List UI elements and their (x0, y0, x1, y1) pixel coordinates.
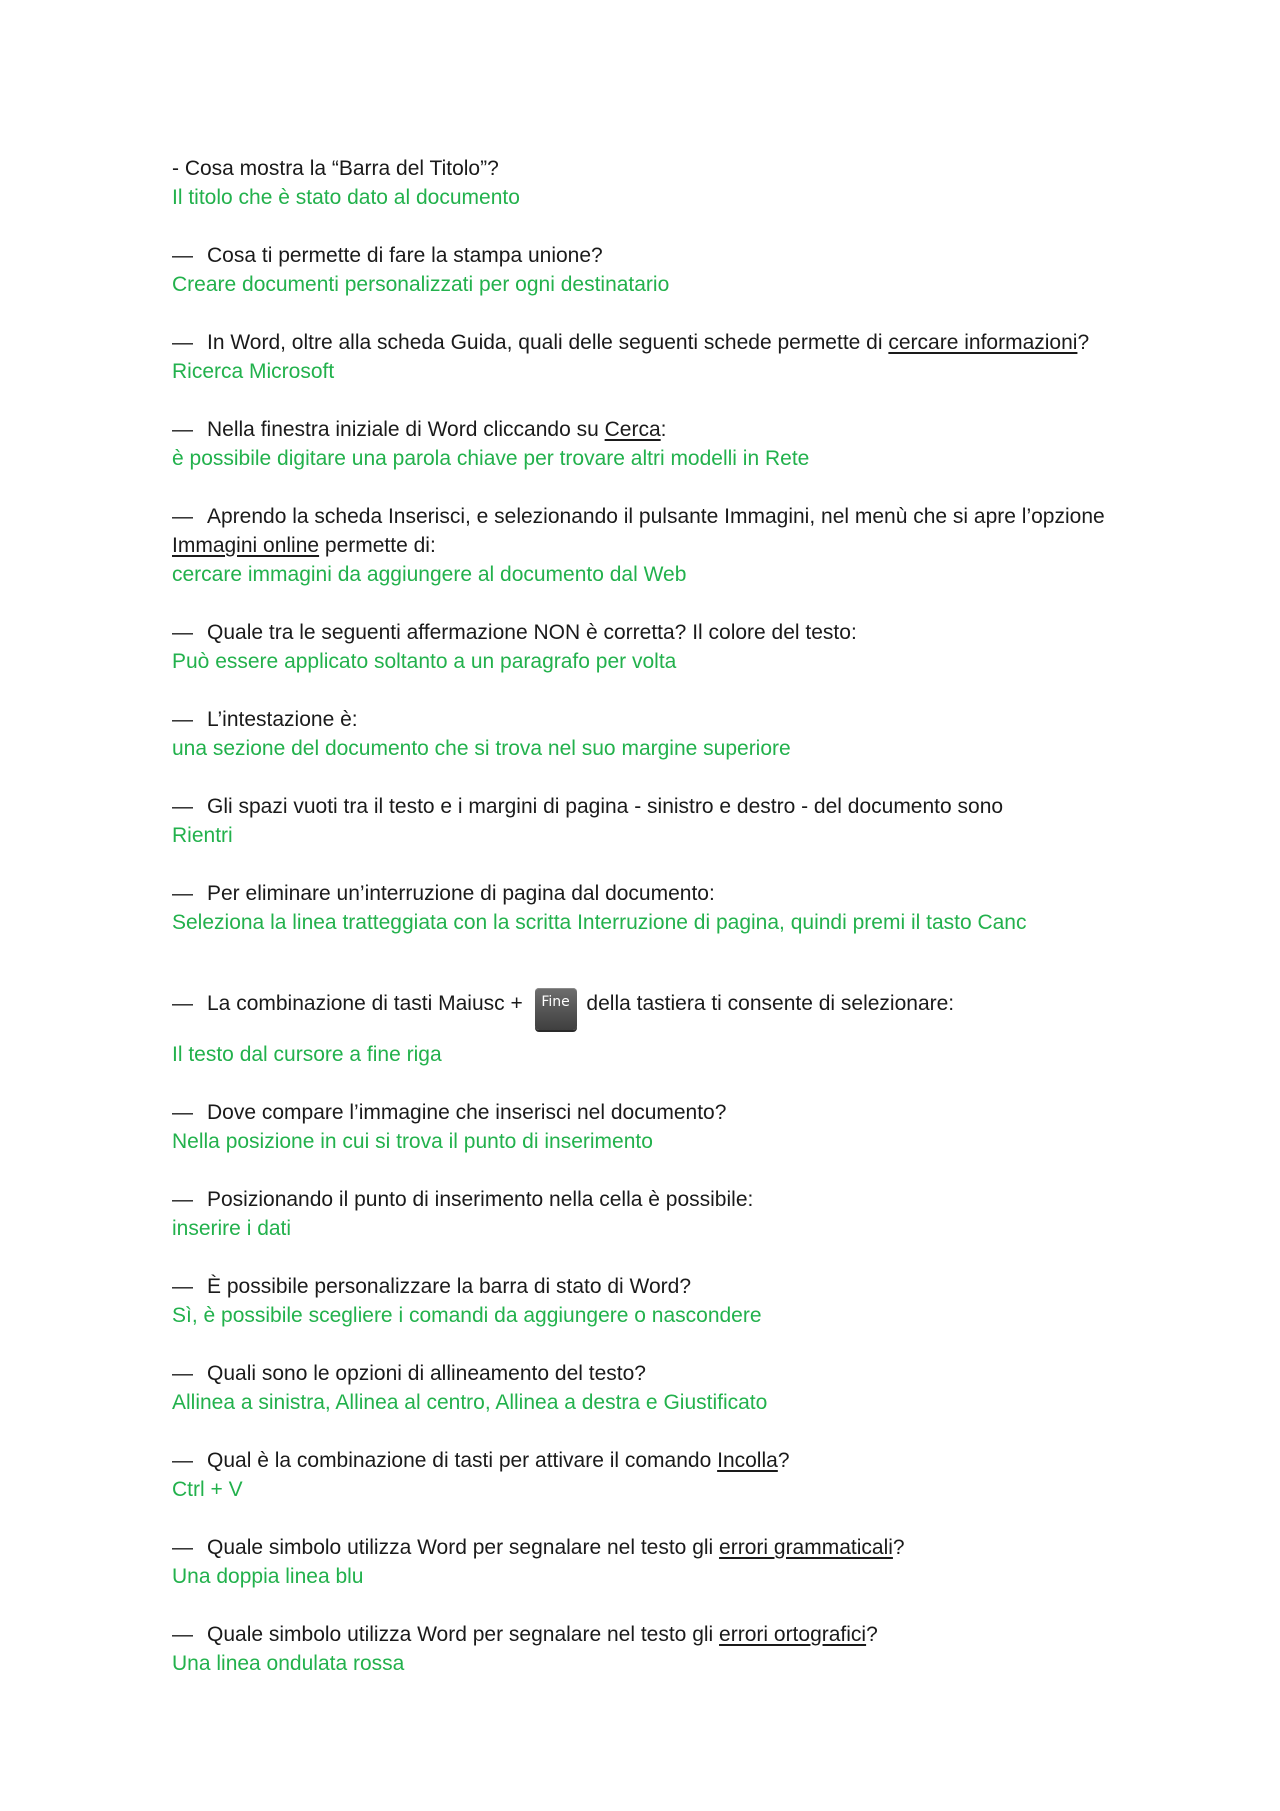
qa-item (172, 1098, 1180, 1156)
qa-item (172, 502, 1180, 589)
qa-item (172, 879, 1180, 937)
question (172, 989, 1180, 1040)
qa-item (172, 792, 1180, 850)
question-text: Quale tra le seguenti affermazione NON è corretta? Il colore del testo: (207, 621, 857, 644)
question (172, 705, 1180, 734)
question (172, 1446, 1180, 1475)
answer: cercare immagini da aggiungere al documento dal Web (172, 563, 687, 586)
question-text: Gli spazi vuoti tra il testo e i margini di pagina - sinistro e destro - del documento sono (207, 795, 1004, 818)
question-text: : (660, 418, 667, 441)
question-text: della tastiera ti consente di selezionare: (580, 992, 955, 1015)
question (172, 879, 1180, 908)
bullet-dash: — (172, 1449, 193, 1472)
question-text: La combinazione di tasti Maiusc + (207, 992, 529, 1015)
answer: Ricerca Microsoft (172, 360, 335, 383)
question (172, 328, 1180, 357)
question-text: ? (1077, 331, 1090, 354)
question-text: Nella finestra iniziale di Word cliccando su (207, 418, 605, 441)
question-text: permette di: (319, 534, 436, 557)
answer: Allinea a sinistra, Allinea al centro, Allinea a destra e Giustificato (172, 1391, 768, 1414)
qa-item (172, 154, 1180, 212)
question (172, 1620, 1180, 1649)
qa-item (172, 1446, 1180, 1504)
question-text: È possibile personalizzare la barra di stato di Word? (207, 1275, 692, 1298)
question (172, 241, 1180, 270)
qa-item (172, 989, 1180, 1069)
answer: una sezione del documento che si trova nel suo margine superiore (172, 737, 791, 760)
bullet-dash: — (172, 795, 193, 818)
bullet-dash: — (172, 331, 193, 354)
fine-key-icon: Fine (535, 988, 577, 1030)
bullet-dash: — (172, 1188, 193, 1211)
question (172, 154, 1180, 183)
question (172, 502, 1180, 531)
bullet-dash: — (172, 505, 193, 528)
bullet-dash: - (172, 157, 185, 180)
question-text: Posizionando il punto di inserimento nella cella è possibile: (207, 1188, 754, 1211)
answer: Il titolo che è stato dato al documento (172, 186, 520, 209)
bullet-dash: — (172, 1275, 193, 1298)
question-text: Per eliminare un’interruzione di pagina dal documento: (207, 882, 715, 905)
qa-item (172, 1272, 1180, 1330)
answer: Ctrl + V (172, 1478, 243, 1501)
qa-item (172, 1359, 1180, 1417)
question-text: Aprendo la scheda Inserisci, e selezionando il pulsante Immagini, nel menù che si apre l’opzione (207, 505, 1105, 528)
qa-item (172, 328, 1180, 386)
bullet-dash: — (172, 621, 193, 644)
question (172, 618, 1180, 647)
bullet-dash: — (172, 882, 193, 905)
bullet-dash: — (172, 1362, 193, 1385)
bullet-dash: — (172, 244, 193, 267)
question (172, 792, 1180, 821)
question (172, 1359, 1180, 1388)
qa-item (172, 1185, 1180, 1243)
qa-item (172, 415, 1180, 473)
answer: Seleziona la linea tratteggiata con la scritta Interruzione di pagina, quindi premi il tasto Canc (172, 911, 1027, 934)
underlined-term: Incolla (717, 1449, 778, 1472)
answer: Può essere applicato soltanto a un paragrafo per volta (172, 650, 677, 673)
answer: Nella posizione in cui si trova il punto di inserimento (172, 1130, 653, 1153)
bullet-dash: — (172, 1101, 193, 1124)
bullet-dash: — (172, 1536, 193, 1559)
question (172, 415, 1180, 444)
question-text: In Word, oltre alla scheda Guida, quali delle seguenti schede permette di (207, 331, 889, 354)
answer: Una doppia linea blu (172, 1565, 364, 1588)
question-text: Quali sono le opzioni di allineamento del testo? (207, 1362, 646, 1385)
answer: Sì, è possibile scegliere i comandi da aggiungere o nascondere (172, 1304, 762, 1327)
answer: Il testo dal cursore a fine riga (172, 1043, 442, 1066)
qa-item (172, 618, 1180, 676)
bullet-dash: — (172, 418, 193, 441)
answer: è possibile digitare una parola chiave per trovare altri modelli in Rete (172, 447, 810, 470)
question-text: ? (866, 1623, 878, 1646)
qa-item (172, 705, 1180, 763)
question (172, 1185, 1180, 1214)
answer: Creare documenti personalizzati per ogni destinatario (172, 273, 670, 296)
question-text: Quale simbolo utilizza Word per segnalare nel testo gli (207, 1536, 720, 1559)
underlined-term: errori ortografici (719, 1623, 867, 1646)
underlined-term: Cerca (604, 418, 661, 441)
question (172, 1533, 1180, 1562)
question-text: ? (777, 1449, 790, 1472)
answer: inserire i dati (172, 1217, 292, 1240)
answer: Una linea ondulata rossa (172, 1652, 405, 1675)
question-text: Qual è la combinazione di tasti per attivare il comando (207, 1449, 718, 1472)
question-text: L’intestazione è: (207, 708, 358, 731)
underlined-term: Immagini online (172, 534, 320, 557)
question-text: Dove compare l’immagine che inserisci nel documento? (207, 1101, 727, 1124)
bullet-dash: — (172, 992, 193, 1015)
bullet-dash: — (172, 708, 193, 731)
answer: Rientri (172, 824, 233, 847)
qa-item (172, 1533, 1180, 1591)
question (172, 1098, 1180, 1127)
underlined-term: cercare informazioni (888, 331, 1078, 354)
question-text: Quale simbolo utilizza Word per segnalare nel testo gli (207, 1623, 720, 1646)
qa-item (172, 1620, 1180, 1678)
question-text: ? (892, 1536, 905, 1559)
bullet-dash: — (172, 1623, 193, 1646)
qa-item (172, 241, 1180, 299)
question (172, 1272, 1180, 1301)
question-text: Cosa ti permette di fare la stampa unione? (207, 244, 603, 267)
question-text: Cosa mostra la “Barra del Titolo”? (184, 157, 499, 180)
question-continuation (172, 531, 1180, 560)
underlined-term: errori grammaticali (719, 1536, 893, 1559)
